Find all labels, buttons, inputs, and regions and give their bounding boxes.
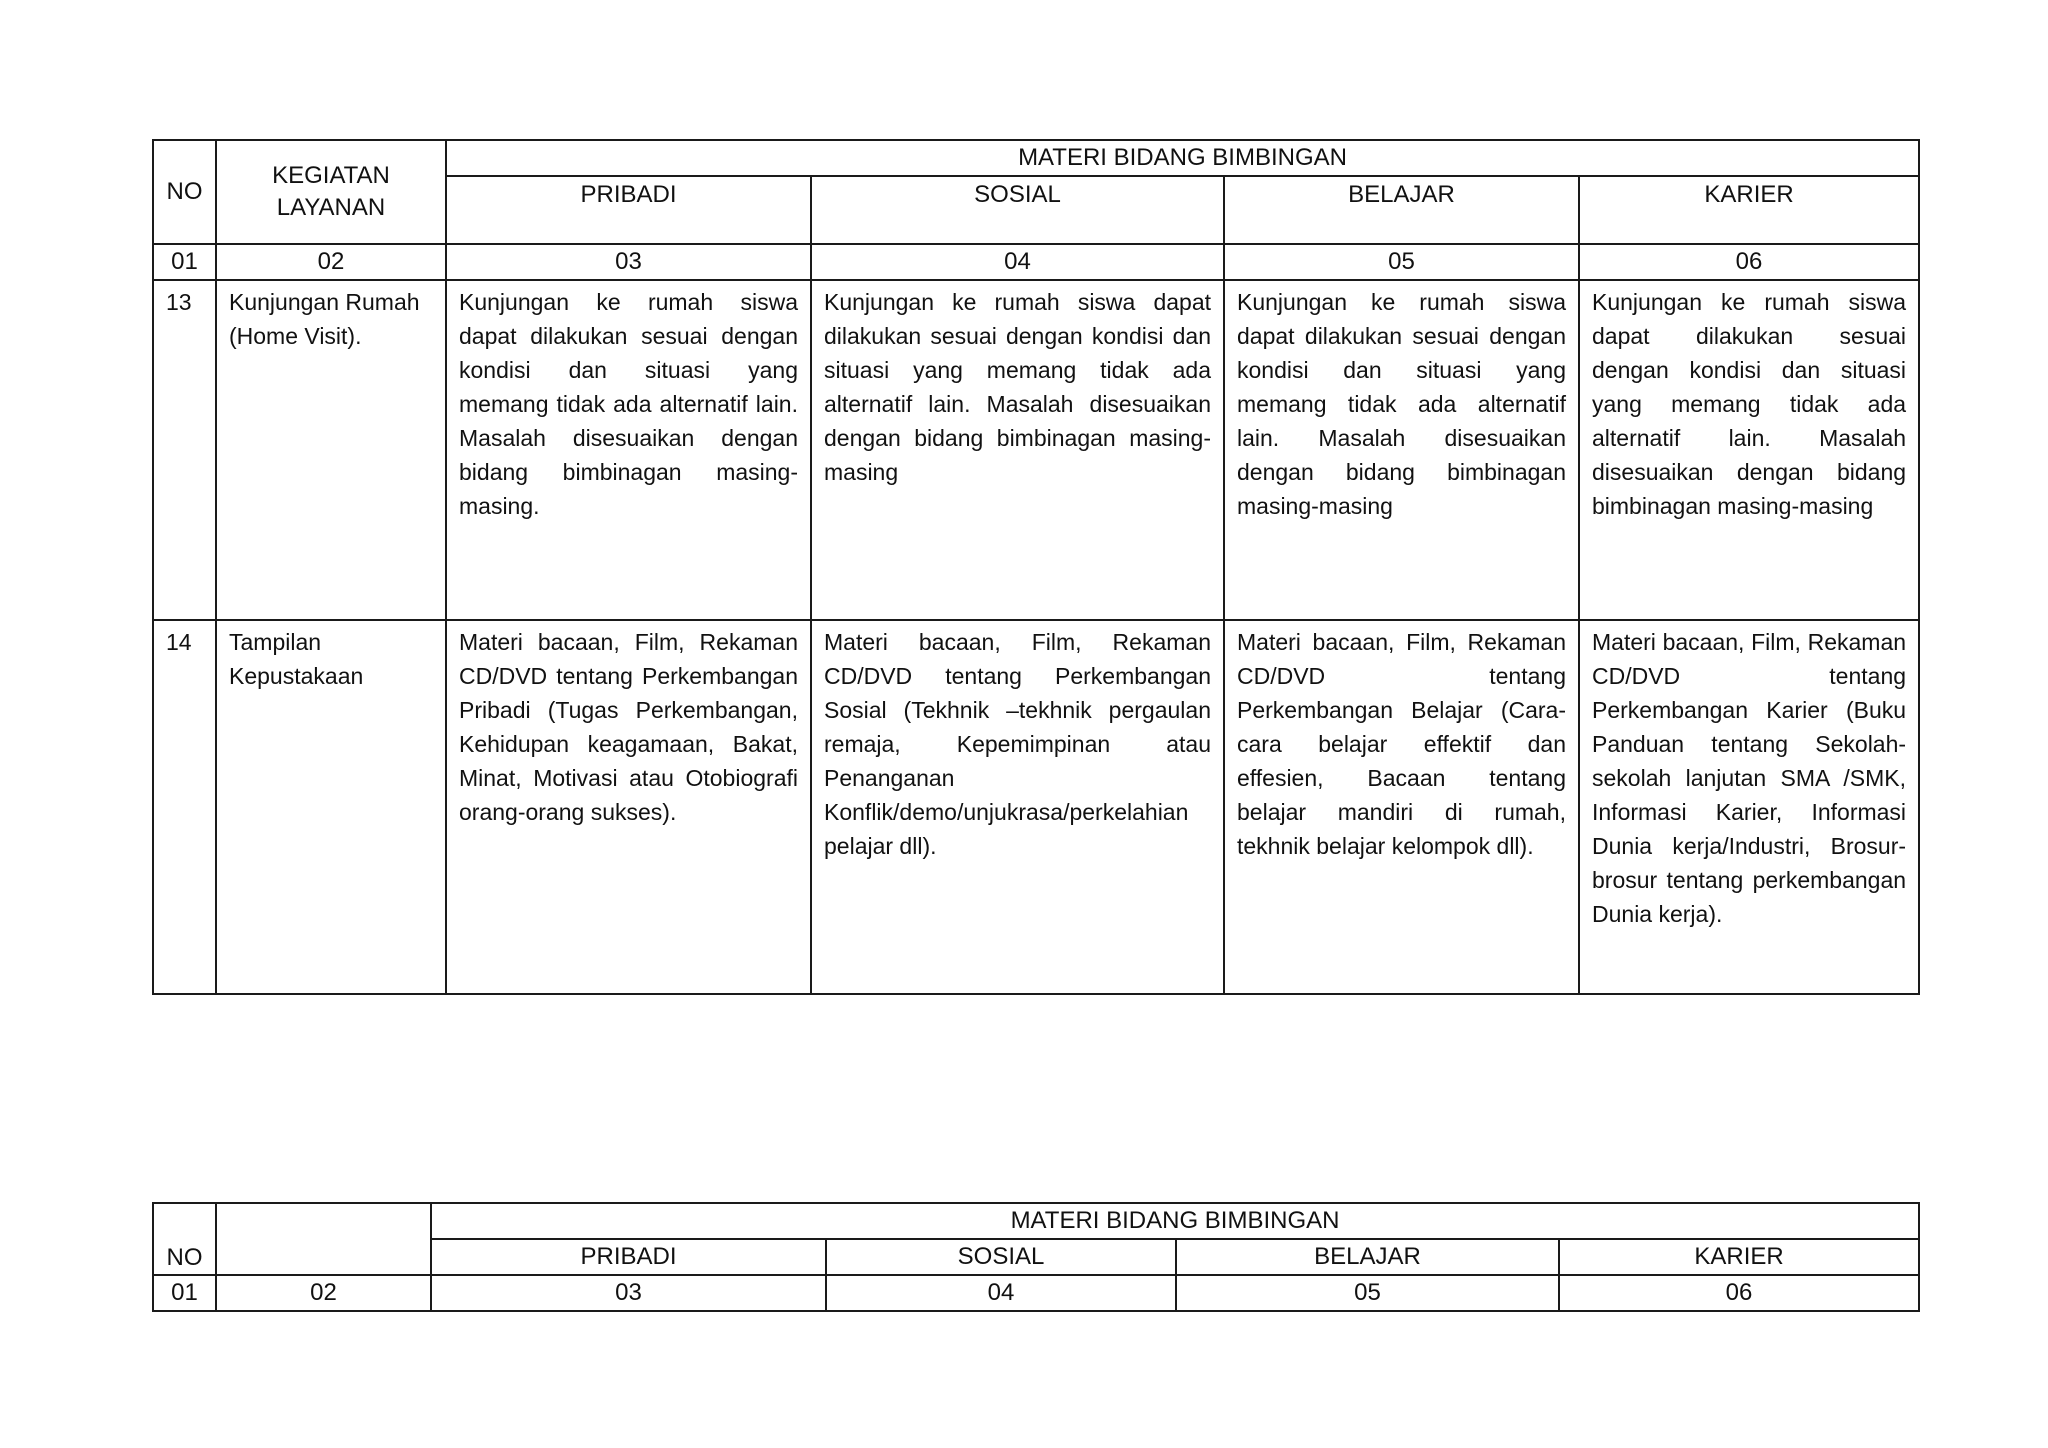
- column-number: 04: [826, 1275, 1176, 1311]
- cell-karier: Kunjungan ke rumah siswa dapat dilakukan sesuai dengan kondisi dan situasi yang memang tidak ada alternatif lain. Masalah disesuaikan dengan bidang bimbinagan masing-masing: [1579, 280, 1919, 620]
- cell-pribadi: Kunjungan ke rumah siswa dapat dilakukan sesuai dengan kondisi dan situasi yang memang tidak ada alternatif lain. Masalah disesuaikan dengan bidang bimbinagan masing-masing.: [446, 280, 811, 620]
- header-belajar: BELAJAR: [1176, 1239, 1559, 1275]
- column-number: 06: [1559, 1275, 1919, 1311]
- table-row: [153, 620, 1919, 994]
- column-number: 05: [1176, 1275, 1559, 1311]
- header-materi-bidang-bimbingan: MATERI BIDANG BIMBINGAN: [431, 1203, 1919, 1239]
- cell-pribadi: Materi bacaan, Film, Rekaman CD/DVD tentang Perkembangan Pribadi (Tugas Perkembangan, Kehidupan keagamaan, Bakat, Minat, Motivasi atau Otobiografi orang-orang sukses).: [446, 620, 811, 994]
- table-row: [153, 280, 1919, 620]
- column-number: 05: [1224, 244, 1579, 280]
- row-number: 14: [153, 620, 216, 994]
- header-pribadi: PRIBADI: [446, 176, 811, 244]
- row-kegiatan: Kunjungan Rumah (Home Visit).: [216, 280, 446, 620]
- column-number: 01: [153, 244, 216, 280]
- column-number: 02: [216, 1275, 431, 1311]
- header-sosial: SOSIAL: [826, 1239, 1176, 1275]
- header-no: NO: [153, 140, 216, 244]
- header-materi-bidang-bimbingan: MATERI BIDANG BIMBINGAN: [446, 140, 1919, 176]
- column-number: 04: [811, 244, 1224, 280]
- row-number: 13: [153, 280, 216, 620]
- cell-belajar: Kunjungan ke rumah siswa dapat dilakukan sesuai dengan kondisi dan situasi yang memang tidak ada alternatif lain. Masalah disesuaikan dengan bidang bimbinagan masing-masing: [1224, 280, 1579, 620]
- column-number: 03: [446, 244, 811, 280]
- header-kegiatan-layanan: KEGIATAN LAYANAN: [216, 140, 446, 244]
- header-empty: [216, 1203, 431, 1275]
- guidance-materials-table: [152, 139, 1920, 995]
- header-no: NO: [153, 1203, 216, 1275]
- column-number: 02: [216, 244, 446, 280]
- header-belajar: BELAJAR: [1224, 176, 1579, 244]
- guidance-materials-table-continued: [152, 1202, 1920, 1312]
- cell-belajar: Materi bacaan, Film, Rekaman CD/DVD tentang Perkembangan Belajar (Cara-cara belajar effektif dan effesien, Bacaan tentang belajar mandiri di rumah, tekhnik belajar kelompok dll).: [1224, 620, 1579, 994]
- header-pribadi: PRIBADI: [431, 1239, 826, 1275]
- header-karier: KARIER: [1559, 1239, 1919, 1275]
- header-sosial: SOSIAL: [811, 176, 1224, 244]
- cell-karier: Materi bacaan, Film, Rekaman CD/DVD tentang Perkembangan Karier (Buku Panduan tentang Sekolah-sekolah lanjutan SMA /SMK, Informasi Karier, Informasi Dunia kerja/Industri, Brosur-brosur tentang perkembangan Dunia kerja).: [1579, 620, 1919, 994]
- column-number: 03: [431, 1275, 826, 1311]
- cell-sosial: Kunjungan ke rumah siswa dapat dilakukan sesuai dengan kondisi dan situasi yang memang tidak ada alternatif lain. Masalah disesuaikan dengan bidang bimbinagan masing-masing: [811, 280, 1224, 620]
- row-kegiatan: Tampilan Kepustakaan: [216, 620, 446, 994]
- column-number: 06: [1579, 244, 1919, 280]
- cell-sosial: Materi bacaan, Film, Rekaman CD/DVD tentang Perkembangan Sosial (Tekhnik –tekhnik pergaulan remaja, Kepemimpinan atau Penanganan Konflik/demo/unjukrasa/perkelahian pelajar dll).: [811, 620, 1224, 994]
- header-karier: KARIER: [1579, 176, 1919, 244]
- column-number: 01: [153, 1275, 216, 1311]
